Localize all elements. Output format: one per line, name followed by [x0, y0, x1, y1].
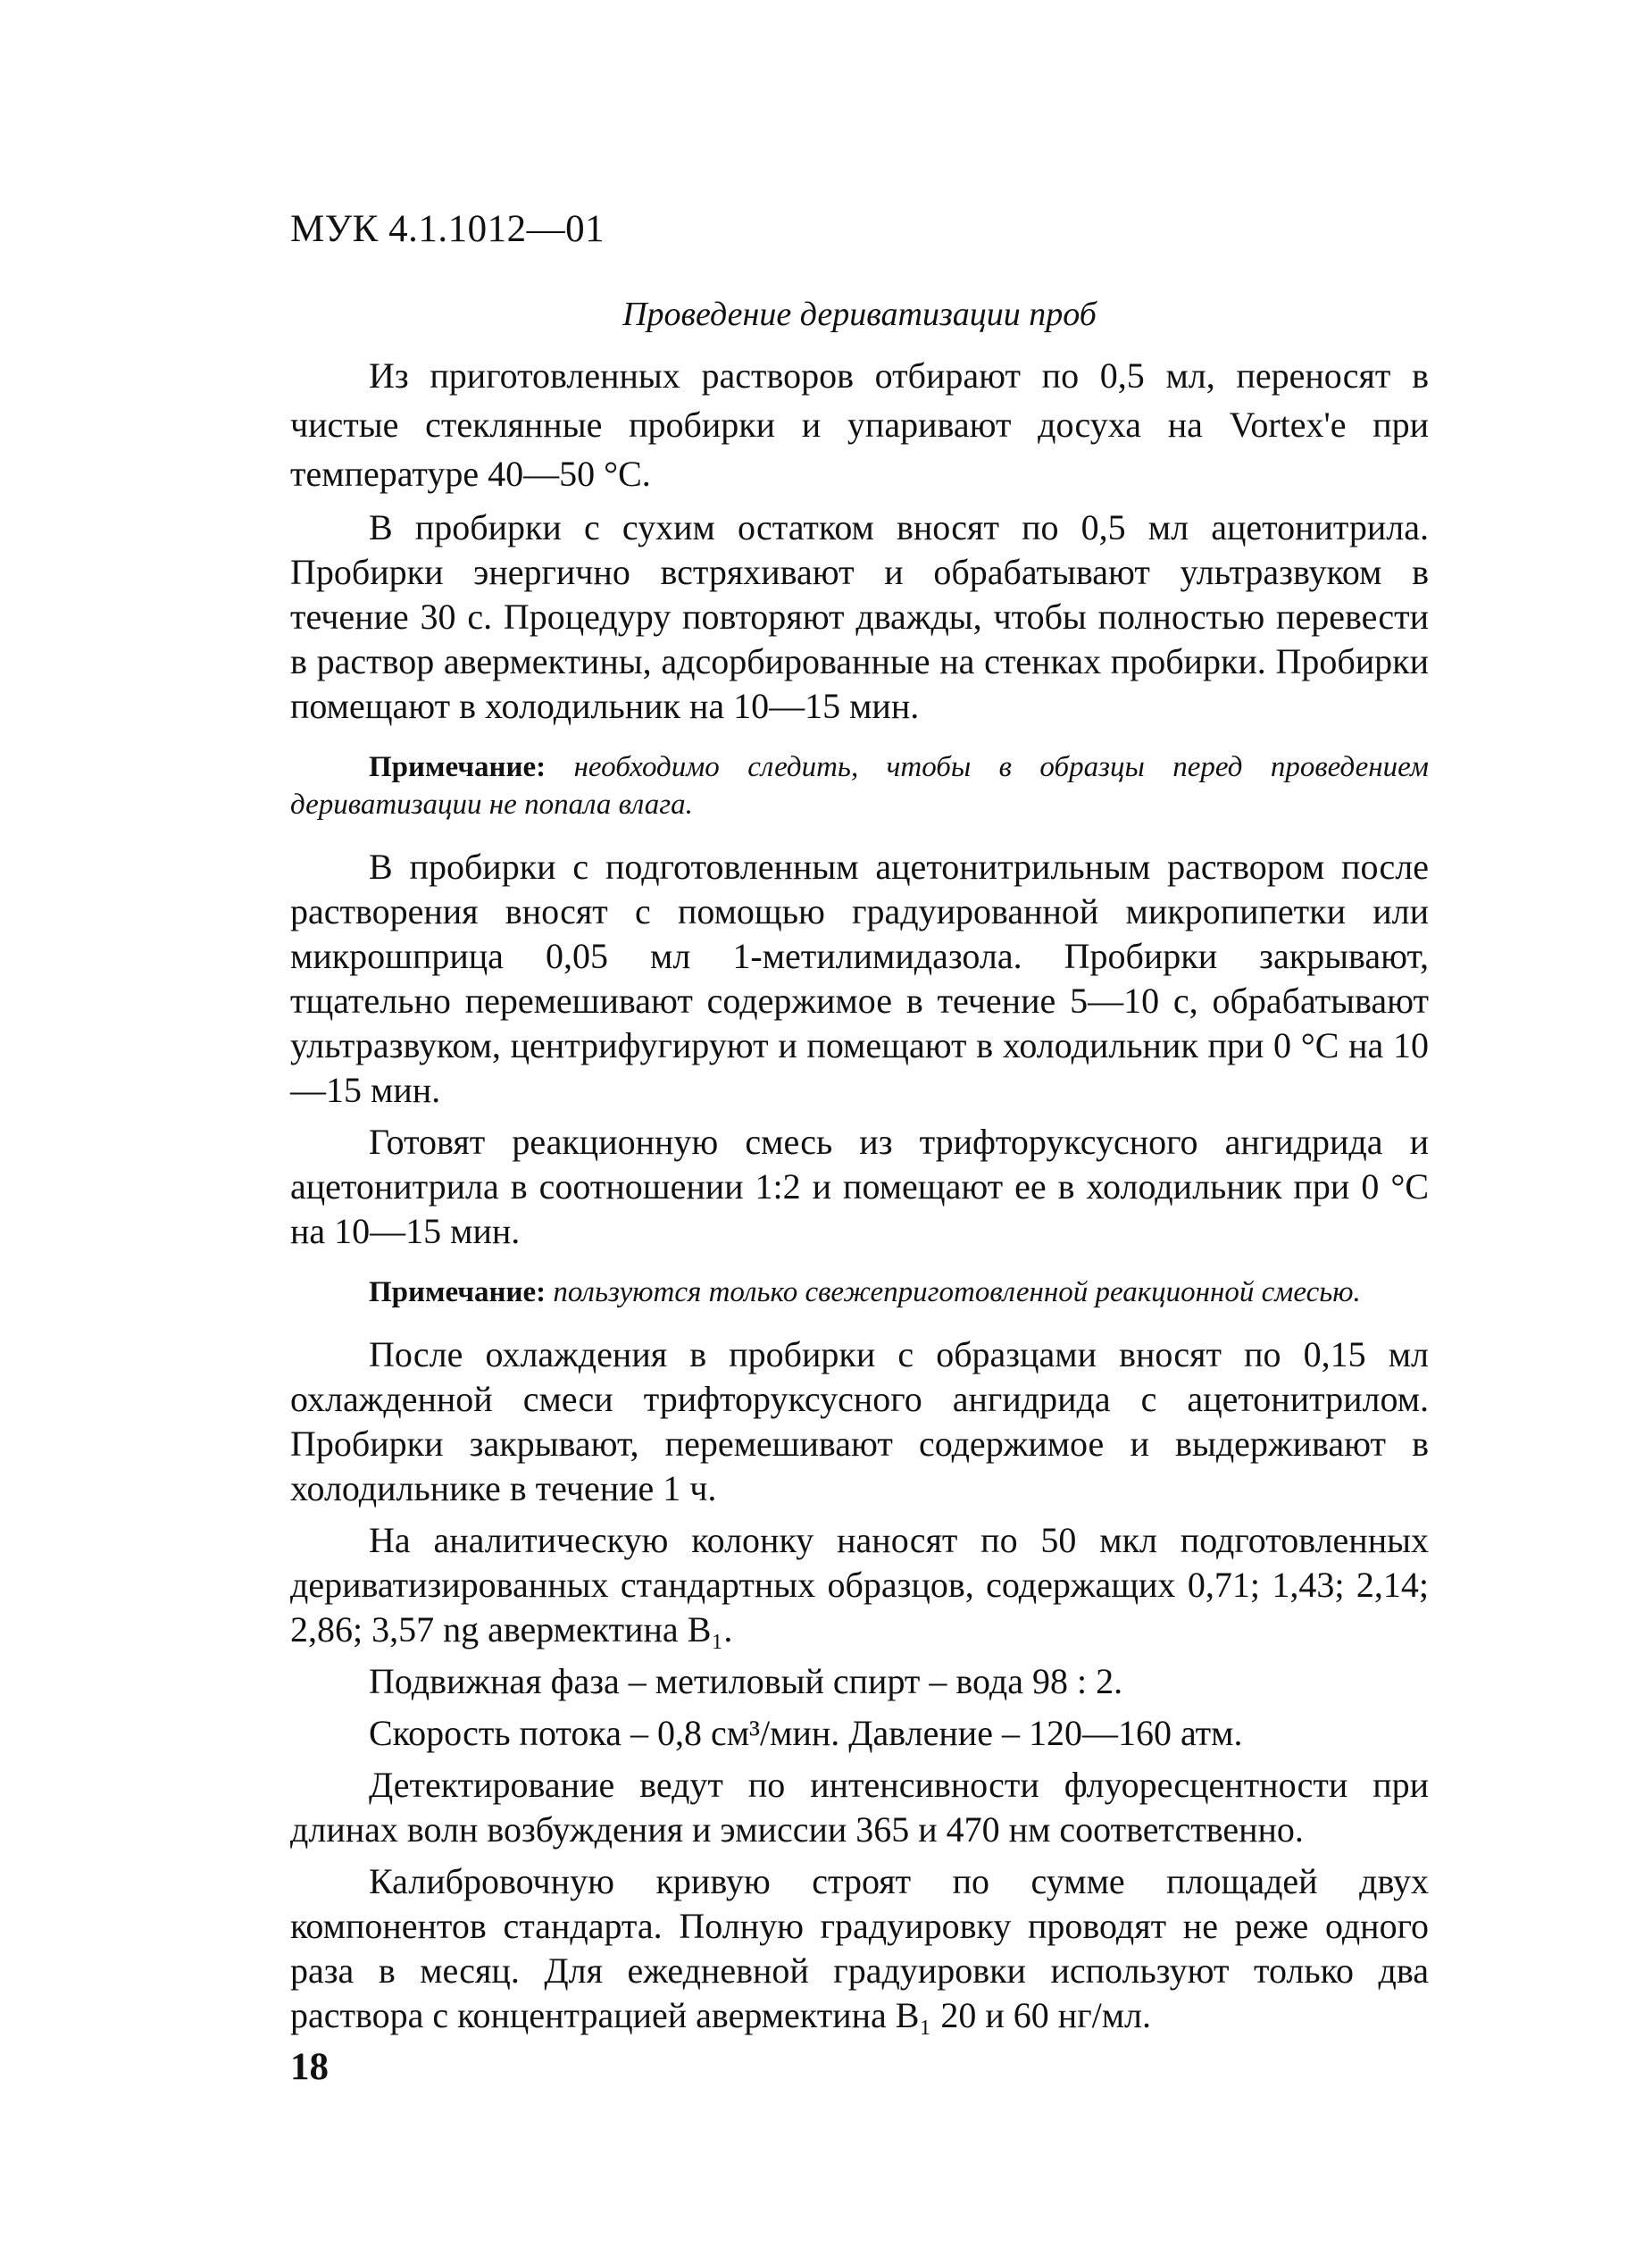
document-code: МУК 4.1.1012—01 — [290, 208, 605, 250]
note-label: Примечание: — [369, 1276, 546, 1308]
paragraph-calibration: Калибровочную кривую строят по сумме площадей двух компонентов стандарта. Полную градуировку проводят не реже одного раза в месяц. Для ежедневной градуировки используют только два раствора с концентрацией авермектина B₁ 20 и 60 нг/мл. — [290, 1861, 1429, 2035]
paragraph-acetonitrile-addition: В пробирки с сухим остатком вносят по 0,5 мл ацетонитрила. Пробирки энергично встряхивают и обрабатывают ультразвуком в течение 30 с. Процедуру повторяют дважды, чтобы полностью перевести в раствор авермектины, адсорбированные на стенках пробирки. Пробирки помещают в холодильник на 10—15 мин. — [290, 507, 1429, 726]
paragraph-detection: Детектирование ведут по интенсивности флуоресцентности при длинах волн возбуждения и эмиссии 365 и 470 нм соответственно. — [290, 1765, 1429, 1850]
paragraph-mobile-phase: Подвижная фаза – метиловый спирт – вода 98 : 2. — [369, 1661, 1123, 1701]
paragraph-methylimidazole: В пробирки с подготовленным ацетонитрильным раствором после растворения вносят с помощью градуированной микропипетки или микрошприца 0,05 мл 1-метилимидазола. Пробирки закрывают, тщательно перемешивают содержимое в течение 5—10 с, обрабатывают ультразвуком, центрифугируют и помещают в холодильник при 0 °С на 10—15 мин. — [290, 847, 1429, 1110]
note-label: Примечание: — [369, 751, 546, 783]
page-number: 18 — [290, 2046, 329, 2088]
note-moisture — [290, 748, 1429, 823]
paragraph-reaction-mixture: Готовят реакционную смесь из трифторуксусного ангидрида и ацетонитрила в соотношении 1:2 и помещают ее в холодильник при 0 °С на 10—15 мин. — [290, 1122, 1429, 1251]
note-text: необходимо следить, чтобы в образцы перед проведением дериватизации не попала влага. — [290, 751, 1429, 821]
paragraph-cooling: После охлаждения в пробирки с образцами вносят по 0,15 мл охлажденной смеси трифторуксусного ангидрида с ацетонитрилом. Пробирки закрывают, перемешивают содержимое и выдерживают в холодильнике в течение 1 ч. — [290, 1334, 1429, 1508]
paragraph-flow-rate: Скорость потока – 0,8 см³/мин. Давление – 120—160 атм. — [369, 1713, 1243, 1753]
note-fresh-mixture — [290, 1274, 1429, 1311]
main-content — [290, 290, 1429, 2045]
note-text: пользуются только свежеприготовленной реакционной смесью. — [553, 1276, 1361, 1308]
paragraph-column-loading: На аналитическую колонку наносят по 50 мкл подготовленных дериватизированных стандартных образцов, содержащих 0,71; 1,43; 2,14; 2,86; 3,57 ng авермектина B₁. — [290, 1520, 1429, 1649]
paragraph-sample-evaporation: Из приготовленных растворов отбирают по 0,5 мл, переносят в чистые стеклянные пробирки и упаривают досуха на Vortex'е при температуре 40—50 °С. — [290, 355, 1429, 494]
section-title: Проведение дериватизации проб — [622, 296, 1097, 333]
